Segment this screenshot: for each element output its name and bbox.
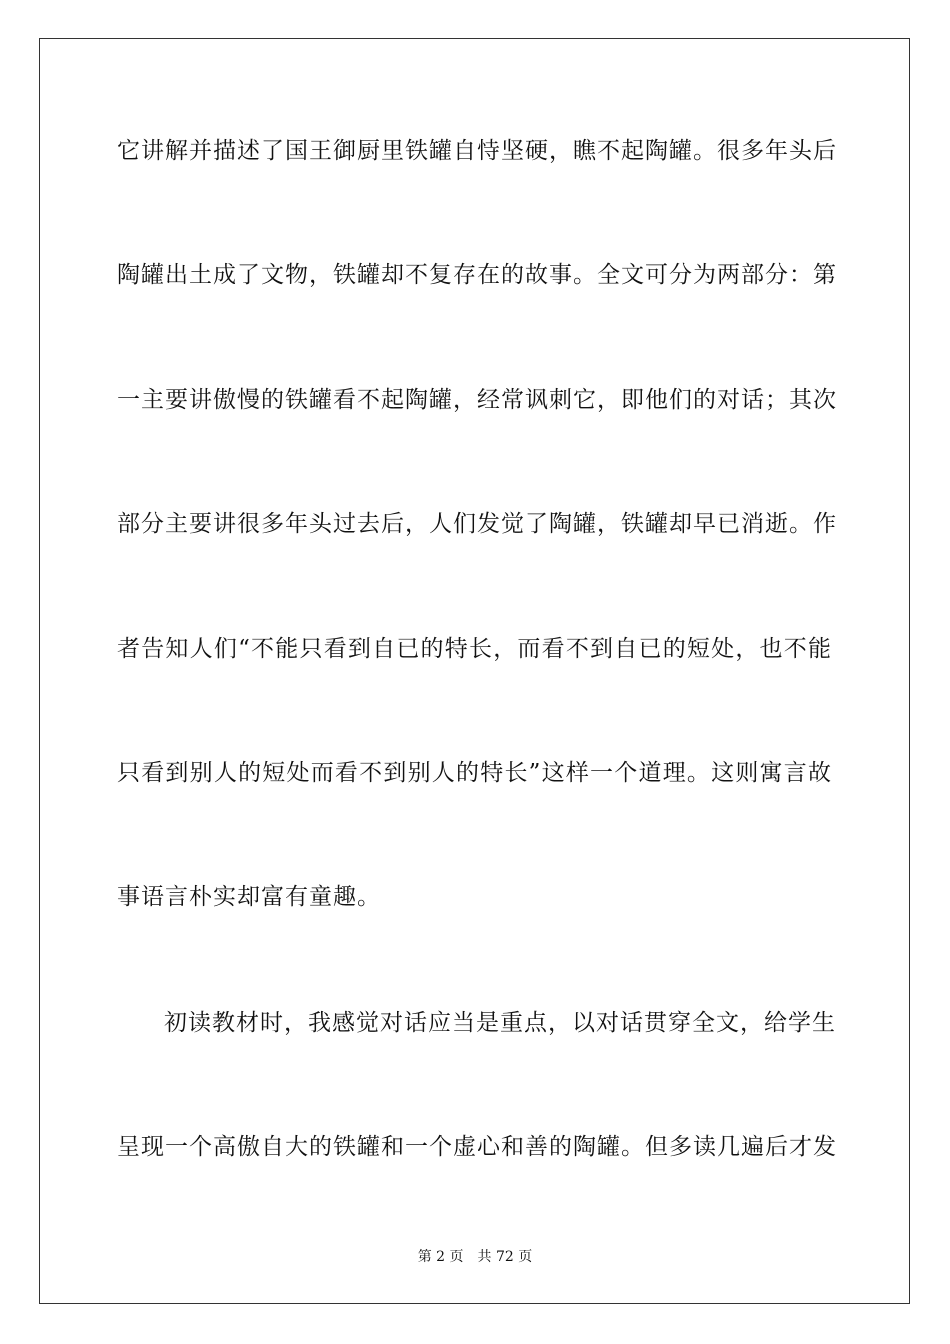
paragraph-line: 部分主要讲很多年头过去后，人们发觉了陶罐，铁罐却早已消逝。作 xyxy=(117,511,837,537)
paragraph-line: 事语言朴实却富有童趣。 xyxy=(117,884,381,910)
paragraph-line: 陶罐出土成了文物，铁罐却不复存在的故事。全文可分为两部分：第 xyxy=(117,262,837,288)
page-border xyxy=(39,38,910,1304)
page-footer xyxy=(0,1248,950,1266)
page-number: 第 2 页 xyxy=(417,1249,464,1265)
paragraph-line: 一主要讲傲慢的铁罐看不起陶罐，经常讽刺它，即他们的对话；其次 xyxy=(117,387,837,413)
paragraph-line: 它讲解并描述了国王御厨里铁罐自恃坚硬，瞧不起陶罐。很多年头后 xyxy=(117,138,837,164)
page-total: 共 72 页 xyxy=(477,1249,533,1265)
paragraph-line: 只看到别人的短处而看不到别人的特长”这样一个道理。这则寓言故 xyxy=(117,760,832,786)
paragraph-line: 者告知人们“不能只看到自已的特长，而看不到自已的短处，也不能 xyxy=(117,636,832,662)
paragraph-line: 呈现一个高傲自大的铁罐和一个虚心和善的陶罐。但多读几遍后才发 xyxy=(117,1134,837,1160)
paragraph-line: 初读教材时，我感觉对话应当是重点，以对话贯穿全文，给学生 xyxy=(164,1010,836,1036)
